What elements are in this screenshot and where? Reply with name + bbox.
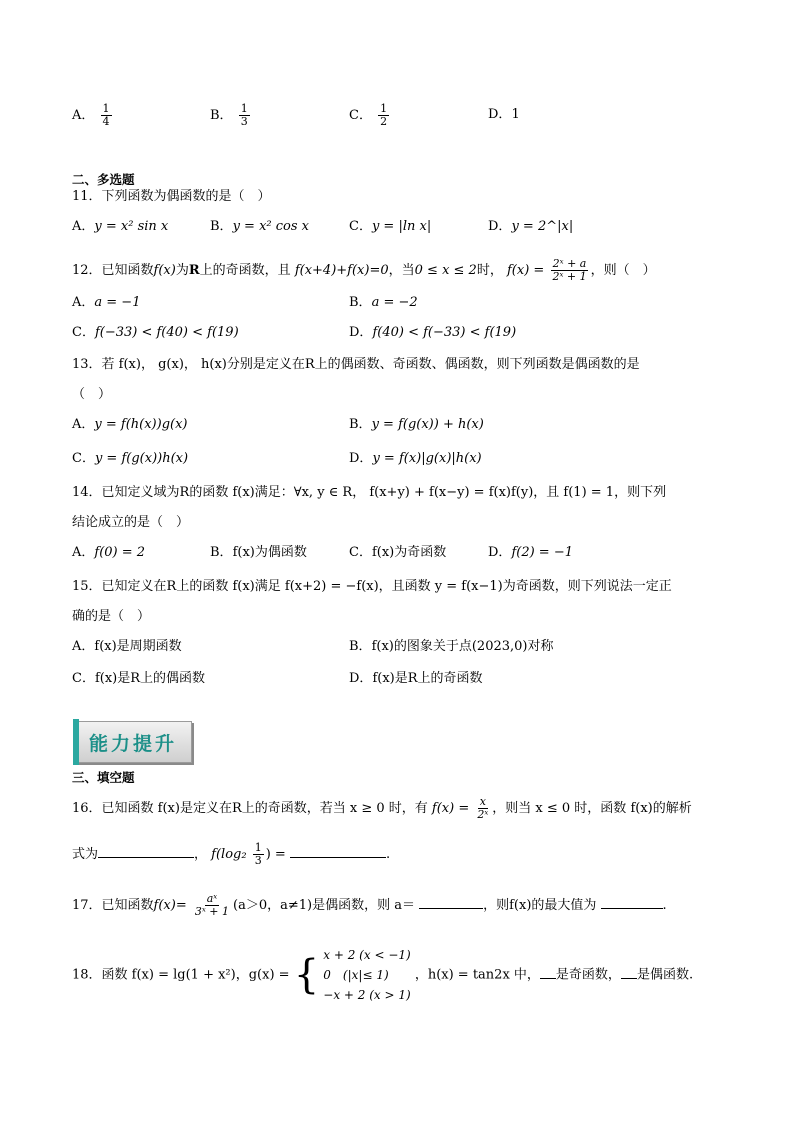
q11-option-b[interactable]: B．y = x² cos x bbox=[210, 219, 309, 234]
left-brace-icon: { bbox=[293, 952, 320, 998]
q18-stem: 18．函数 f(x) = lg(1 + x²)，g(x) = { x + 2 (x < −1) 0 (|x|≤ 1) −x + 2 (x > 1) ，h(x) = tan2x 中， 是奇函数， 是偶函数. bbox=[72, 945, 693, 1005]
q12-option-b[interactable]: B．a = −2 bbox=[349, 295, 418, 310]
fraction: $\frac{1}{3}$ bbox=[240, 102, 248, 128]
q12-stem: 12．已知函数f(x)为R上的奇函数，且 f(x+4)+f(x)=0，当0 ≤ x ≤ 2时， f(x) = $\frac{\text{2ˣ + a}}{\text{2ˣ + 1}}$ ，则（ ） bbox=[72, 257, 656, 283]
q13-stem-cont: （ ） bbox=[72, 387, 112, 402]
q15-option-c[interactable]: C．f(x)是R上的偶函数 bbox=[72, 671, 206, 686]
q11-option-d[interactable]: D．y = 2^|x| bbox=[488, 219, 574, 234]
q10-option-c[interactable]: C． $\frac{1}{2}$ bbox=[349, 102, 388, 128]
q14-option-a[interactable]: A．f(0) = 2 bbox=[72, 545, 146, 560]
piecewise-cases: x + 2 (x < −1) 0 (|x|≤ 1) −x + 2 (x > 1) bbox=[323, 948, 411, 1002]
q11-option-a[interactable]: A．y = x² sin x bbox=[72, 219, 169, 234]
q12-option-c[interactable]: C．f(−33) < f(40) < f(19) bbox=[72, 325, 239, 340]
q11-stem: 11．下列函数为偶函数的是（ ） bbox=[72, 189, 271, 204]
q13-stem: 13．若 f(x)， g(x)， h(x)分别是定义在R上的偶函数、奇函数、偶函数，则下列函数是偶函数的是 bbox=[72, 357, 640, 372]
answer-blank-even[interactable] bbox=[621, 966, 637, 979]
q15-option-a[interactable]: A．f(x)是周期函数 bbox=[72, 639, 182, 654]
answer-blank-a[interactable] bbox=[419, 896, 483, 909]
q13-option-a[interactable]: A．y = f(h(x))g(x) bbox=[72, 417, 188, 432]
answer-blank-1[interactable] bbox=[98, 845, 194, 858]
answer-blank-max[interactable] bbox=[601, 896, 663, 909]
q14-stem-cont: 结论成立的是（ ） bbox=[72, 515, 190, 530]
q14-option-d[interactable]: D．f(2) = −1 bbox=[488, 545, 573, 560]
q10-option-d[interactable]: D．1 bbox=[488, 107, 520, 122]
q11-option-c[interactable]: C．y = |ln x| bbox=[349, 219, 432, 234]
banner-label: 能力提升 bbox=[89, 733, 178, 755]
q10-option-b[interactable]: B． $\frac{1}{3}$ bbox=[210, 102, 248, 128]
fraction: $\frac{\text{aˣ}}{\text{3ˣ + 1}}$ bbox=[194, 892, 229, 918]
q15-option-b[interactable]: B．f(x)的图象关于点(2023,0)对称 bbox=[349, 639, 554, 654]
q14-option-c[interactable]: C．f(x)为奇函数 bbox=[349, 545, 447, 560]
q16-stem: 16．已知函数 f(x)是定义在R上的奇函数，若当 x ≥ 0 时，有 f(x) = $\frac{x}{\text{2ˣ}}$ ，则当 x ≤ 0 时，函数 f(x)的解析 bbox=[72, 795, 692, 821]
q15-stem: 15．已知定义在R上的函数 f(x)满足 f(x+2) = −f(x)，且函数 y = f(x−1)为奇函数，则下列说法一定正 bbox=[72, 579, 672, 594]
q17-stem: 17．已知函数f(x)= $\frac{\text{aˣ}}{\text{3ˣ + 1}}$ (a＞0，a≠1)是偶函数，则 a＝ ，则f(x)的最大值为 . bbox=[72, 892, 667, 918]
q10-option-a[interactable]: A． $\frac{1}{4}$ bbox=[72, 102, 110, 128]
ability-improvement-banner bbox=[76, 721, 192, 763]
section-heading-multi-choice: 二、多选题 bbox=[72, 172, 135, 187]
fraction: $\frac{1}{3}$ bbox=[254, 841, 262, 867]
q16-stem-cont: 式为 ， f(log₂ $\frac{1}{3}$ ) = . bbox=[72, 841, 391, 867]
fraction: $\frac{\text{2ˣ + a}}{\text{2ˣ + 1}}$ bbox=[552, 257, 587, 283]
q13-option-c[interactable]: C．y = f(g(x))h(x) bbox=[72, 451, 189, 466]
fraction: $\frac{1}{2}$ bbox=[380, 102, 388, 128]
fraction: $\frac{x}{\text{2ˣ}}$ bbox=[477, 795, 489, 821]
q13-option-b[interactable]: B．y = f(g(x)) + h(x) bbox=[349, 417, 484, 432]
fraction: $\frac{1}{4}$ bbox=[102, 102, 110, 128]
q15-stem-cont: 确的是（ ） bbox=[72, 609, 151, 624]
q14-stem: 14．已知定义域为R的函数 f(x)满足：∀x, y ∈ R， f(x+y) + f(x−y) = f(x)f(y)，且 f(1) = 1，则下列 bbox=[72, 485, 667, 500]
answer-blank-2[interactable] bbox=[290, 845, 386, 858]
section-heading-fill-blank: 三、填空题 bbox=[72, 770, 135, 785]
answer-blank-odd[interactable] bbox=[540, 966, 556, 979]
q14-option-b[interactable]: B．f(x)为偶函数 bbox=[210, 545, 307, 560]
q12-option-d[interactable]: D．f(40) < f(−33) < f(19) bbox=[349, 325, 517, 340]
q15-option-d[interactable]: D．f(x)是R上的奇函数 bbox=[349, 671, 483, 686]
banner-accent bbox=[73, 719, 79, 765]
q13-option-d[interactable]: D．y = f(x)|g(x)|h(x) bbox=[349, 451, 482, 466]
q12-option-a[interactable]: A．a = −1 bbox=[72, 295, 141, 310]
